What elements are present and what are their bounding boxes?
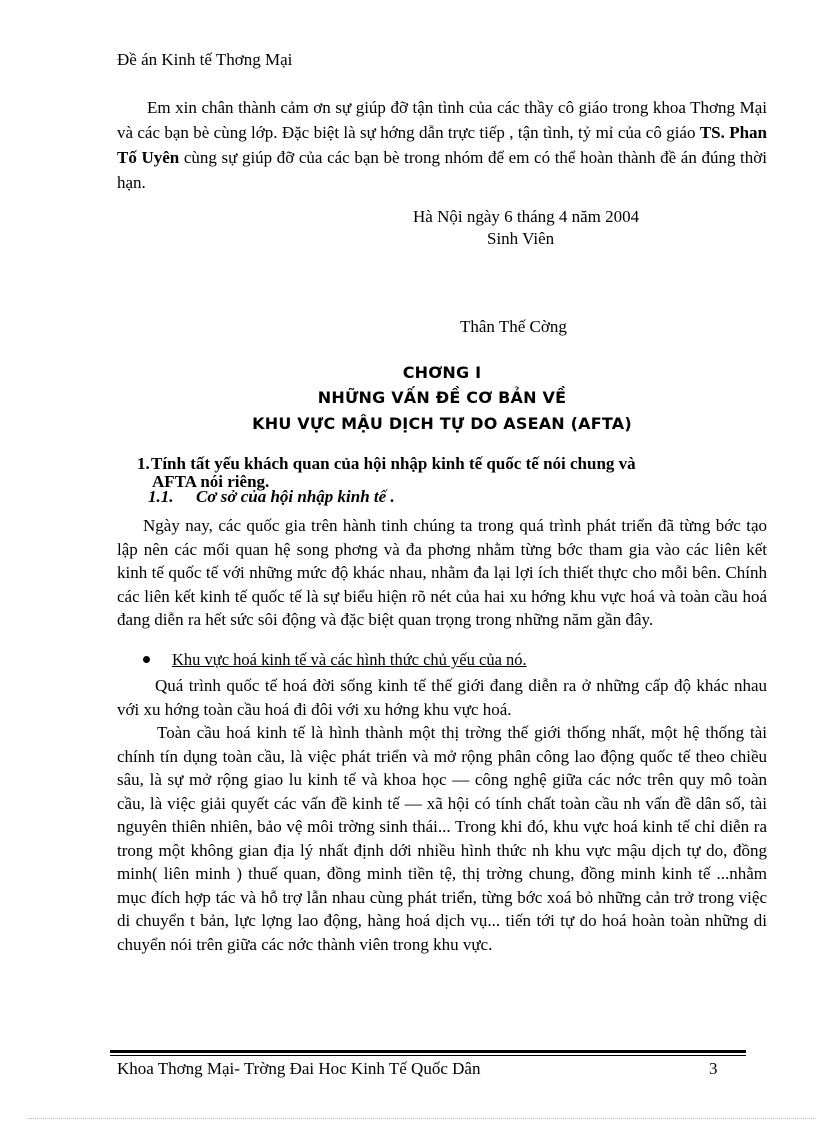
section-1-1-number: 1.1. <box>148 487 174 506</box>
section-1-line2: AFTA nói riêng. <box>152 472 270 491</box>
footer-text: Khoa Thơng Mại- Trờng Đai Hoc Kinh Tế Quốc Dân <box>117 1059 481 1078</box>
paragraph-3: Toàn cầu hoá kinh tế là hình thành một thị trờng thế giới thống nhất, một hệ thống tài chính tín dụng toàn cầu, là việc phát triển và mở rộng phân công lao động quốc tế theo chiều sâu, là sự mở rộng giao lu kinh tế và khoa học — công nghệ giữa các nớc trên quy mô toàn cầu, là việc giải quyết các vấn đề kinh tế — xã hội có tính chất toàn cầu nh vấn đề dân số, tài nguyên thiên nhiên, bảo vệ môi trờng sinh thái... Trong khi đó, khu vực hoá kinh tế chỉ diễn ra trong một không gian địa lý nhất định dới nhiều hình thức nh khu vực mậu dịch tự do, đồng minh( liên minh ) thuế quan, đồng minh tiền tệ, thị trờng chung, đồng minh kinh tế ...nhằm mục đích hợp tác và hỗ trợ lẫn nhau cùng phát triển, từng bớc xoá bỏ những cản trở trong việc di chuyển t bản, lực lợng lao động, hàng hoá dịch vụ... tiến tới tự do hoá hoàn toàn những di chuyển nói trên giữa các nớc thành viên trong khu vực. <box>117 723 767 954</box>
footer-rule-thin <box>110 1055 746 1056</box>
footer-rule-thick <box>110 1050 746 1053</box>
bullet-text: Khu vực hoá kinh tế và các hình thức chủ yếu của nó. <box>172 650 527 669</box>
page-edge-divider <box>28 1118 816 1119</box>
signoff-role: Sinh Viên <box>487 229 555 248</box>
paragraph-1: Ngày nay, các quốc gia trên hành tinh chúng ta trong quá trình phát triển đã từng bớc tạo lập nên các mối quan hệ song phơng và đa phơng nhằm từng bớc tham gia vào các liên kết kinh tế quốc tế với những mức độ khác nhau, nhằm đa lại lợi ích thiết thực cho mỗi bên. Chính các liên kết kinh tế quốc tế là sự biểu hiện rõ nét của hai xu hớng khu vực hoá và toàn cầu hoá đang diễn ra hết sức sôi động và đặc biệt quan trọng trong những năm gần đây. <box>117 516 767 629</box>
section-1-number: 1. <box>137 454 150 473</box>
chapter-label: CHƠNG I <box>402 363 482 382</box>
signoff-name: Thân Thế Cờng <box>460 317 567 336</box>
bullet-dot-icon <box>143 656 150 663</box>
chapter-title-line2: KHU VỰC MẬU DỊCH TỰ DO ASEAN (AFTA) <box>252 414 632 433</box>
ack-text-after: cùng sự giúp đỡ của các bạn bè trong nhóm để em có thể hoàn thành đề án đúng thời hạn. <box>117 148 767 192</box>
signoff-date: Hà Nội ngày 6 tháng 4 năm 2004 <box>413 207 640 226</box>
teacher-name: TS. Phan Tố Uyên <box>117 123 767 167</box>
page-number: 3 <box>709 1059 718 1078</box>
acknowledgement-paragraph <box>117 95 767 195</box>
chapter-title-line1: NHỮNG VẤN ĐỀ CƠ BẢN VỀ <box>317 388 567 407</box>
section-1-1-heading <box>148 487 395 507</box>
ack-text-before: Em xin chân thành cảm ơn sự giúp đỡ tận tình của các thầy cô giáo trong khoa Thơng Mại và các bạn bè cùng lớp. Đặc biệt là sự hớng dẫn trực tiếp , tận tình, tỷ mỉ của cô giáo <box>117 98 767 142</box>
bullet-item <box>143 650 527 670</box>
section-1-heading <box>137 455 767 491</box>
paragraph-2: Quá trình quốc tế hoá đời sống kinh tế thế giới đang diễn ra ở những cấp độ khác nhau với xu hớng toàn cầu hoá đi đôi với xu hớng khu vực hoá. <box>117 676 767 719</box>
section-1-line1: Tính tất yếu khách quan của hội nhập kinh tế quốc tế nói chung và <box>151 454 636 473</box>
header-title: Đề án Kinh tế Thơng Mại <box>117 50 293 69</box>
section-1-1-title: Cơ sở của hội nhập kinh tế . <box>196 487 395 506</box>
